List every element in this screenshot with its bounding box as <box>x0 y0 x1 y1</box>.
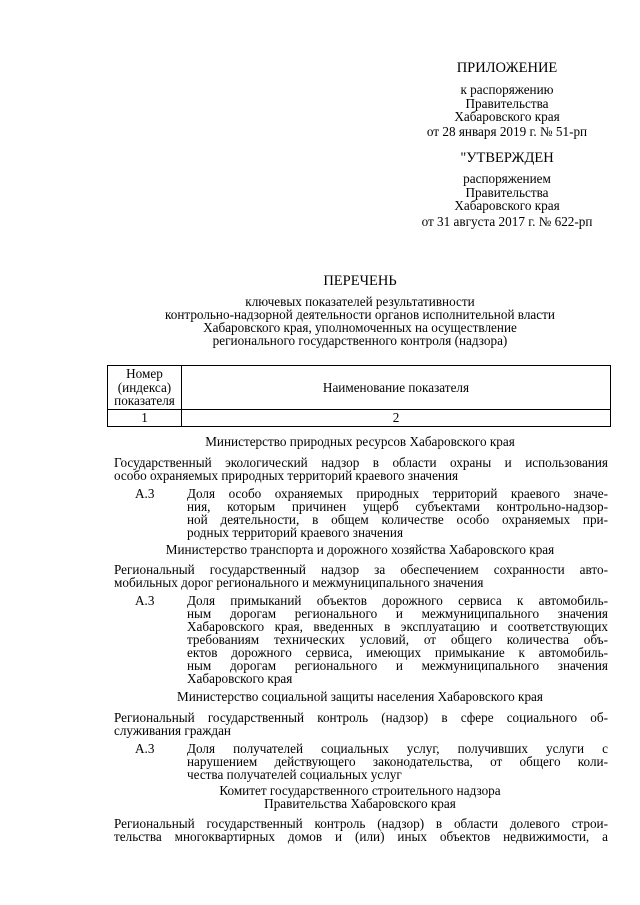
indicator-2-line-6: ным дорогам регионального и межмуниципального значения <box>187 658 608 673</box>
committee-line-2: Правительства Хабаровского края <box>264 796 456 811</box>
approved-title: "УТВЕРЖДЕН <box>460 150 554 166</box>
indicator-3-code: А.3 <box>135 741 155 756</box>
col-name-index: 2 <box>182 410 611 427</box>
indicator-1-line-3: ной деятельности, в общем количестве особо охраняемых при- <box>187 512 608 527</box>
appendix-title: ПРИЛОЖЕНИЕ <box>456 60 558 76</box>
appendix-line-3: Хабаровского края <box>454 109 560 124</box>
control-2-line-1: Региональный государственный надзор за обеспечением сохранности авто- <box>114 562 608 577</box>
indicator-1-line-1: Доля особо охраняемых природных территорий краевого значе- <box>187 486 608 501</box>
doc-subtitle-line-1: ключевых показателей результативности <box>245 294 475 309</box>
committee-line-1: Комитет государственного строительного надзора <box>219 783 501 798</box>
ministry-3: Министерство социальной защиты населения Хабаровского края <box>177 689 543 704</box>
indicator-1-code: А.3 <box>135 486 155 501</box>
indicator-2-code: А.3 <box>135 593 155 608</box>
control-1-line-2: особо охраняемых природных территорий краевого значения <box>114 468 459 483</box>
indicator-3-line-2: нарушением действующего законодательства, от общего коли- <box>187 754 608 769</box>
appendix-date: от 28 января 2019 г. № 51-рп <box>426 124 588 139</box>
doc-subtitle-line-2: контрольно-надзорной деятельности органов исполнительной власти <box>165 307 555 322</box>
control-4-line-1: Региональный государственный контроль (надзор) в области долевого строи- <box>114 816 608 831</box>
indicator-2-line-4: требованиям технических условий, от общего количества объ- <box>187 632 608 647</box>
indicator-2-line-5: ектов дорожного сервиса, имеющих примыкание к автомобиль- <box>187 645 608 660</box>
control-2-line-2: мобильных дорог регионального и межмуниципального значения <box>114 575 484 590</box>
control-3-line-2: служивания граждан <box>114 723 231 738</box>
approved-line-1: распоряжением <box>463 171 551 186</box>
doc-heading: ПЕРЕЧЕНЬ <box>323 273 397 289</box>
approved-line-2: Правительства <box>465 185 549 200</box>
col-name-header: Наименование показателя <box>182 366 611 410</box>
indicator-2-line-2: ным дорогам регионального и межмуниципального значения <box>187 606 608 621</box>
indicator-table-header <box>107 365 611 427</box>
appendix-line-1: к распоряжению <box>460 82 554 97</box>
col-number-index: 1 <box>108 410 182 427</box>
indicator-3-line-1: Доля получателей социальных услуг, получивших услуги с <box>187 741 608 756</box>
doc-subtitle-line-3: Хабаровского края, уполномоченных на осуществление <box>203 320 517 335</box>
indicator-2-line-3: Хабаровского края, введенных в эксплуатацию и соответствующих <box>187 619 608 634</box>
appendix-line-2: Правительства <box>465 96 549 111</box>
doc-subtitle-line-4: регионального государственного контроля (надзора) <box>212 333 508 348</box>
col-number-header: Номер (индекса) показателя <box>108 366 182 410</box>
approved-line-3: Хабаровского края <box>454 198 560 213</box>
indicator-1-line-4: родных территорий краевого значения <box>187 525 404 540</box>
indicator-3-line-3: чества получателей социальных услуг <box>187 767 402 782</box>
control-3-line-1: Региональный государственный контроль (надзор) в сфере социального об- <box>114 710 608 725</box>
indicator-1-line-2: ния, которым причинен ущерб субъектами контрольно-надзор- <box>187 499 608 514</box>
ministry-1: Министерство природных ресурсов Хабаровского края <box>205 434 515 449</box>
indicator-2-line-1: Доля примыканий объектов дорожного сервиса к автомобиль- <box>187 593 608 608</box>
indicator-2-line-7: Хабаровского края <box>187 671 293 686</box>
ministry-2: Министерство транспорта и дорожного хозяйства Хабаровского края <box>165 542 555 557</box>
approved-date: от 31 августа 2017 г. № 622-рп <box>421 214 593 229</box>
control-4-line-2: тельства многоквартирных домов и (или) иных объектов недвижимости, а <box>114 829 608 844</box>
control-1-line-1: Государственный экологический надзор в области охраны и использования <box>114 455 608 470</box>
